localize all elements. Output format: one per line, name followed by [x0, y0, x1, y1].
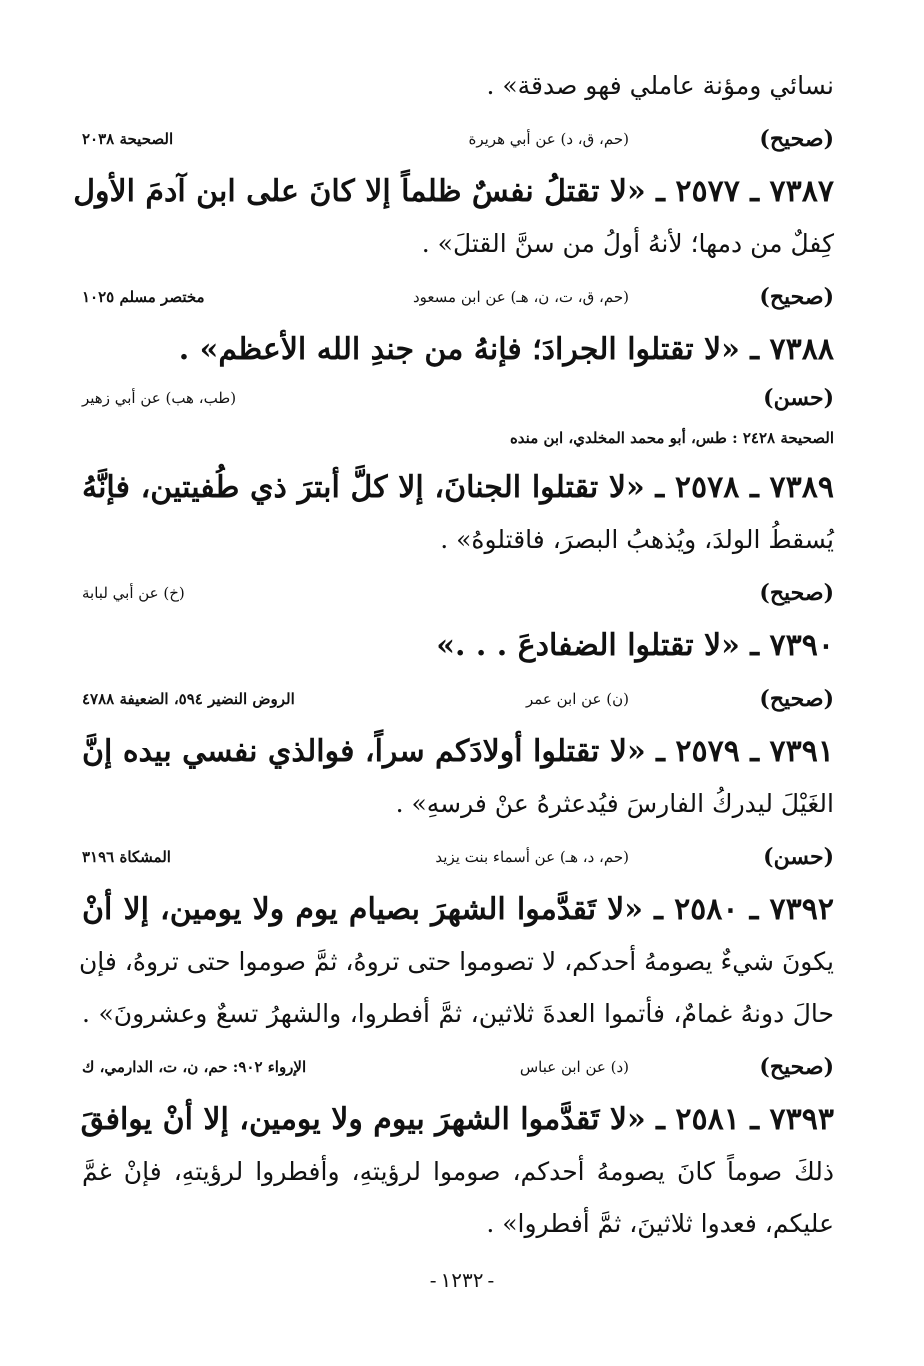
source-line: (حم، ق، د) عن أبي هريرة — [468, 130, 629, 148]
reference-line: الصحيحة ٢٤٢٨ : طس، أبو محمد المخلدي، ابن منده — [509, 429, 834, 447]
hadith-7389-line1: ٧٣٨٩ ـ ٢٥٧٨ ـ «لا تقتلوا الجنانَ، إلا كلَّ أبترَ ذي طُفيتين، فإنَّهُ — [82, 470, 834, 505]
hadith-7393-line3: عليكم، فعدوا ثلاثينَ، ثمَّ أفطروا» . — [486, 1209, 834, 1238]
hadith-7392-line2: يكونَ شيءٌ يصومهُ أحدكم، لا تصوموا حتى تروهُ، ثمَّ صوموا حتى تروهُ، فإن — [78, 947, 834, 976]
grade-label: ( صحيح ) — [759, 126, 834, 152]
grade-label: ( حسن ) — [763, 844, 834, 870]
hadith-7387-line1: ٧٣٨٧ ـ ٢٥٧٧ ـ «لا تقتلُ نفسٌ ظلماً إلا كانَ على ابن آدمَ الأول — [73, 174, 834, 209]
source-line: (حم، ق، ت، ن، هـ) عن ابن مسعود — [413, 288, 629, 306]
grade-row — [82, 376, 834, 420]
grade-label: ( حسن ) — [763, 385, 834, 411]
source-line: (طب، هب) عن أبي زهير — [82, 389, 237, 407]
grade-label: ( صحيح ) — [759, 580, 834, 606]
grade-label: ( صحيح ) — [759, 284, 834, 310]
hadith-7392-line3: حالَ دونهُ غمامٌ، فأتموا العدةَ ثلاثين، ثمَّ أفطروا، والشهرُ تسعٌ وعشرونَ» . — [82, 999, 834, 1028]
source-line: (خ) عن أبي لبابة — [82, 584, 185, 602]
hadith-7389-line2: يُسقطُ الولدَ، ويُذهبُ البصرَ، فاقتلوهُ» . — [440, 525, 834, 554]
hadith-7393-line2: ذلكَ صوماً كانَ يصومهُ أحدكم، صوموا لرؤيتهِ، وأفطروا لرؤيتهِ، فإنْ غمَّ — [82, 1157, 834, 1186]
source-line: (ن) عن ابن عمر — [525, 690, 629, 708]
page-body — [73, 60, 834, 1250]
hadith-7390-line1: ٧٣٩٠ ـ «لا تقتلوا الضفادعَ . . .» — [436, 628, 834, 663]
hadith-7388-line1: ٧٣٨٨ ـ «لا تقتلوا الجرادَ؛ فإنهُ من جندِ الله الأعظم» . — [178, 332, 834, 367]
source-line: (حم، د، هـ) عن أسماء بنت يزيد — [435, 848, 629, 866]
grade-row — [82, 672, 834, 726]
hadith-7393-line1: ٧٣٩٣ ـ ٢٥٨١ ـ «لا تَقدَّموا الشهرَ بيوم ولا يومين، إلا أنْ يوافقَ — [80, 1102, 834, 1137]
grade-row — [82, 566, 834, 620]
grade-label: ( صحيح ) — [759, 1054, 834, 1080]
reference-line: الإرواء ٩٠٢: حم، ن، ت، الدارمي، ك — [82, 1058, 307, 1076]
grade-label: ( صحيح ) — [759, 686, 834, 712]
hadith-7391-line2: الغَيْلَ ليدركُ الفارسَ فيُدعثرهُ عنْ فرسهِ» . — [395, 789, 834, 818]
page-number: - ١٢٣٢ - — [0, 1268, 924, 1292]
hadith-7392-line1: ٧٣٩٢ ـ ٢٥٨٠ ـ «لا تَقدَّموا الشهرَ بصيام يوم ولا يومين، إلا أنْ — [82, 892, 834, 927]
source-line: (د) عن ابن عباس — [519, 1058, 629, 1076]
hadith-7387-line2: كِفلٌ من دمها؛ لأنهُ أولُ من سنَّ القتلَ» . — [421, 229, 834, 258]
hadith-7391-line1: ٧٣٩١ ـ ٢٥٧٩ ـ «لا تقتلوا أولادَكم سراً، فوالذي نفسي بيده إنَّ — [82, 734, 834, 769]
grade-row — [82, 1040, 834, 1094]
grade-row — [82, 270, 834, 324]
grade-row — [82, 830, 834, 884]
grade-row — [82, 112, 834, 166]
reference-line: المشكاة ٣١٩٦ — [82, 848, 171, 866]
reference-line: مختصر مسلم ١٠٢٥ — [82, 288, 205, 306]
reference-line: الصحيحة ٢٠٣٨ — [82, 130, 174, 148]
reference-line: الروض النضير ٥٩٤، الضعيفة ٤٧٨٨ — [82, 690, 295, 708]
continuation-line: نسائي ومؤنة عاملي فهو صدقة» . — [486, 71, 834, 100]
